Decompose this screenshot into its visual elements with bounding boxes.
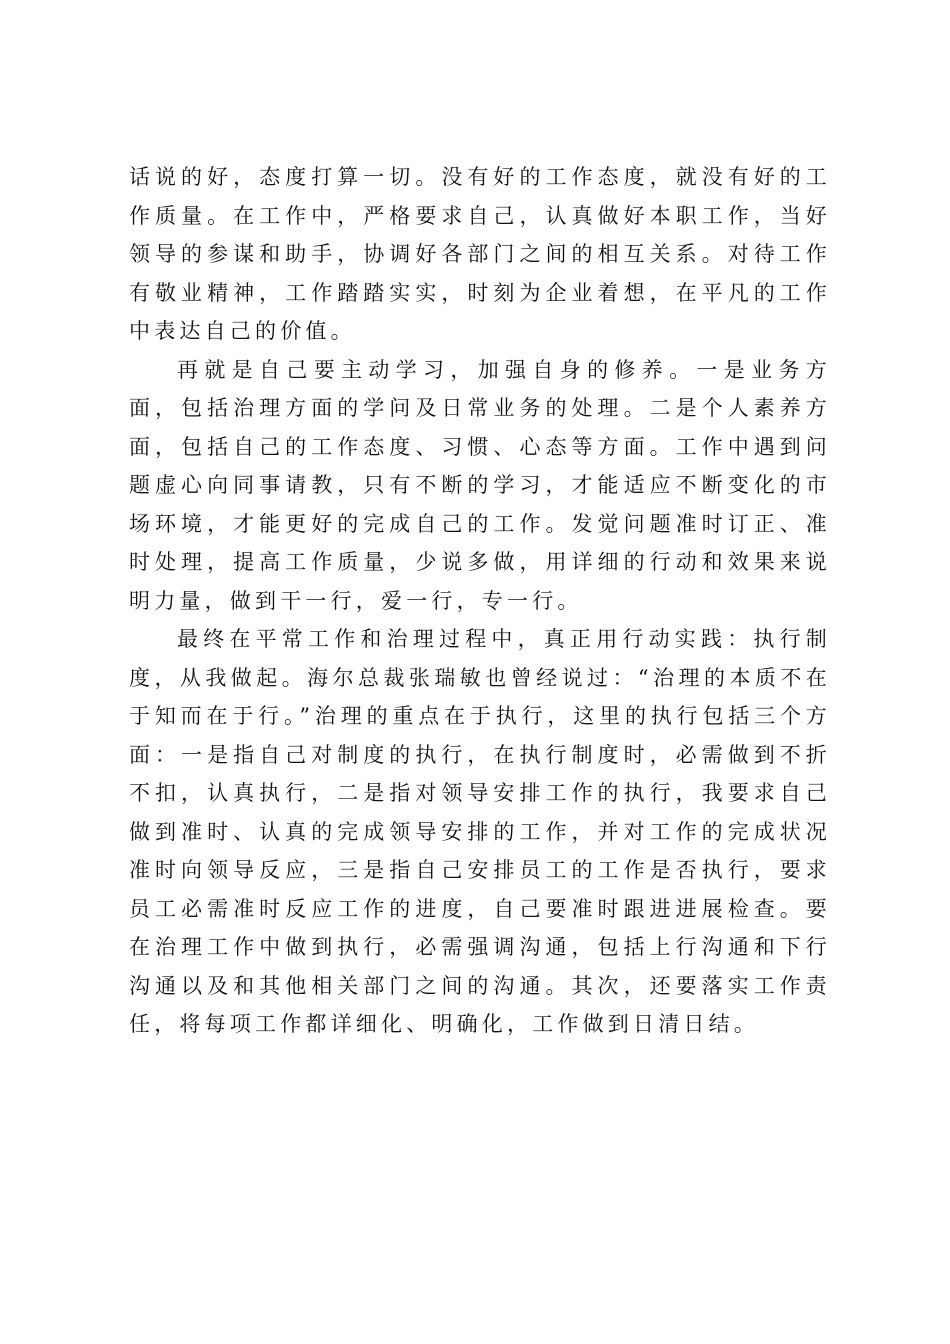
paragraph-continued: 话说的好，态度打算一切。没有好的工作态度，就没有好的工作质量。在工作中，严格要求自己，认真做好本职工作，当好领导的参谋和助手，协调好各部门之间的相互关系。对待工作有敬业精神，工作踏踏实实，时刻为企业着想，在平凡的工作中表达自己的价值。 [129,165,831,343]
paragraph-execution: 最终在平常工作和治理过程中，真正用行动实践：执行制度，从我做起。海尔总裁张瑞敏也曾经说过：“治理的本质不在于知而在于行。”治理的重点在于执行，这里的执行包括三个方面：一是指自己对制度的执行，在执行制度时，必需做到不折不扣，认真执行，二是指对领导安排工作的执行，我要求自己做到准时、认真的完成领导安排的工作，并对工作的完成状况准时向领导反应，三是指自己安排员工的工作是否执行，要求员工必需准时反应工作的进度，自己要准时跟进进展检查。要在治理工作中做到执行，必需强调沟通，包括上行沟通和下行沟通以及和其他相关部门之间的沟通。其次，还要落实工作责任，将每项工作都详细化、明确化，工作做到日清日结。 [129,627,831,1036]
paragraph-self-study: 再就是自己要主动学习，加强自身的修养。一是业务方面，包括治理方面的学问及日常业务的处理。二是个人素养方面，包括自己的工作态度、习惯、心态等方面。工作中遇到问题虚心向同事请教，只有不断的学习，才能适应不断变化的市场环境，才能更好的完成自己的工作。发觉问题准时订正、准时处理，提高工作质量，少说多做，用详细的行动和效果来说明力量，做到干一行，爱一行，专一行。 [129,357,831,613]
document-body [129,158,831,1044]
